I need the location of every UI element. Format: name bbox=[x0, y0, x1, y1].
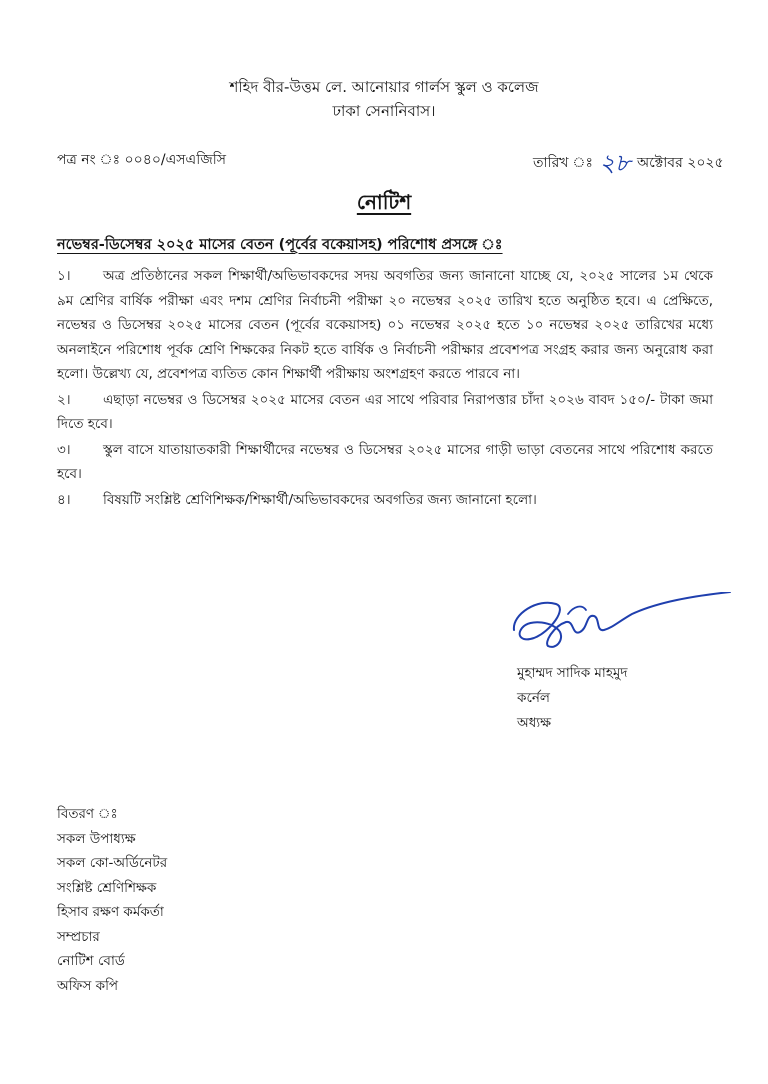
paragraph-text: এছাড়া নভেম্বর ও ডিসেম্বর ২০২৫ মাসের বেতন এর সাথে পরিবার নিরাপত্তার চাঁদা ২০২৬ বাবদ ১৫০/- টাকা জমা দিতে হবে। bbox=[57, 391, 713, 432]
notice-subject: নভেম্বর-ডিসেম্বর ২০২৫ মাসের বেতন (পূর্বের বকেয়াসহ) পরিশোধ প্রসঙ্গে ঃ bbox=[57, 237, 503, 253]
signatory-designation: অধ্যক্ষ bbox=[517, 715, 552, 731]
signatory-rank: কর্নেল bbox=[517, 690, 550, 706]
paragraph-text: স্কুল বাসে যাতায়াতকারী শিক্ষার্থীদের নভেম্বর ও ডিসেম্বর ২০২৫ মাসের গাড়ী ভাড়া বেতনের সাথে পরিশোধ করতে হবে। bbox=[57, 441, 713, 482]
distribution-list bbox=[57, 802, 167, 998]
date-label: তারিখ ঃ bbox=[533, 155, 593, 171]
notice-date bbox=[533, 145, 724, 185]
notice-body bbox=[57, 264, 713, 513]
paragraph-3 bbox=[57, 438, 713, 487]
signatory-name: মুহাম্মদ সাদিক মাহমুদ bbox=[517, 665, 628, 681]
distribution-label: বিতরণ ঃ bbox=[57, 806, 118, 822]
date-month-year: অক্টোবর ২০২৫ bbox=[637, 155, 724, 171]
distribution-item: সংশ্লিষ্ট শ্রেণিশিক্ষক bbox=[57, 879, 157, 896]
notice-title-text: নোটিশ bbox=[356, 190, 412, 214]
paragraph-4 bbox=[57, 488, 713, 513]
distribution-item: সকল কো-অর্ডিনেটর bbox=[57, 855, 168, 871]
date-day-handwritten: ২৮ bbox=[599, 149, 631, 177]
signature-scribble bbox=[508, 592, 738, 662]
paragraph-number: ৪। bbox=[57, 491, 71, 508]
distribution-item: সম্প্রচার bbox=[57, 928, 100, 945]
distribution-item: হিসাব রক্ষণ কর্মকর্তা bbox=[57, 904, 164, 920]
reference-value: ০০৪০/এসএজিসি bbox=[124, 152, 226, 168]
paragraph-number: ২। bbox=[57, 391, 71, 408]
paragraph-1 bbox=[57, 264, 713, 387]
distribution-item: নোটিশ বোর্ড bbox=[57, 953, 125, 969]
notice-title bbox=[0, 188, 768, 221]
paragraph-number: ১। bbox=[57, 268, 71, 284]
institution-location: ঢাকা সেনানিবাস। bbox=[332, 102, 436, 120]
reference-label: পত্র নং ঃ bbox=[57, 152, 121, 168]
distribution-item: অফিস কপি bbox=[57, 977, 119, 994]
signature bbox=[508, 592, 738, 662]
distribution-item: সকল উপাধ্যক্ষ bbox=[57, 830, 136, 847]
reference-number bbox=[57, 148, 226, 172]
institution-name: শহিদ বীর-উত্তম লে. আনোয়ার গার্লস স্কুল ও কলেজ bbox=[229, 78, 539, 96]
paragraph-text: অত্র প্রতিষ্ঠানের সকল শিক্ষার্থী/অভিভাবকদের সদয় অবগতির জন্য জানানো যাচ্ছে যে, ২০২৫ সালের ১ম থেকে ৯ম শ্রেণির বার্ষিক পরীক্ষা এবং দশম শ্রেণির নির্বাচনী পরীক্ষা ২০ নভেম্বর ২০২৫ তারিখ হতে অনুষ্ঠিত হবে। এ প্রেক্ষিতে, নভেম্বর ও ডিসেম্বর ২০২৫ মাসের বেতন (পূর্বের বকেয়াসহ) ০১ নভেম্বর ২০২৫ হতে ১০ নভেম্বর ২০২৫ তারিখের মধ্যে অনলাইনে পরিশোধ পূর্বক শ্রেণি শিক্ষকের নিকট হতে বার্ষিক ও নির্বাচনী পরীক্ষার প্রবেশপত্র সংগ্রহ করার জন্য অনুরোধ করা হলো। উল্লেখ্য যে, প্রবেশপত্র ব্যতিত কোন শিক্ষার্থী পরীক্ষায় অংশগ্রহণ করতে পারবে না। bbox=[57, 268, 713, 382]
paragraph-number: ৩। bbox=[57, 441, 71, 458]
paragraph-2 bbox=[57, 388, 713, 437]
paragraph-text: বিষয়টি সংশ্লিষ্ট শ্রেণিশিক্ষক/শিক্ষার্থী/অভিভাবকদের অবগতির জন্য জানানো হলো। bbox=[103, 491, 537, 508]
